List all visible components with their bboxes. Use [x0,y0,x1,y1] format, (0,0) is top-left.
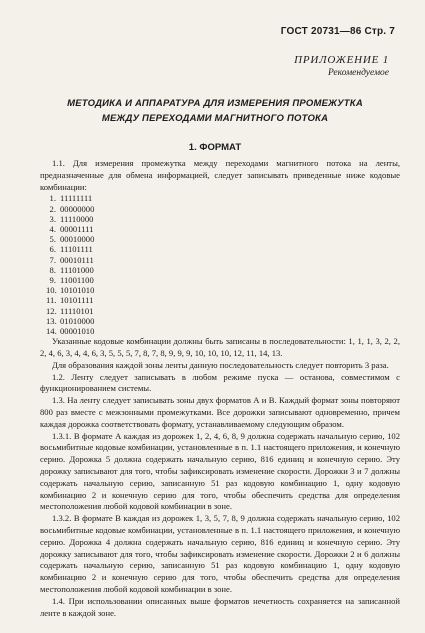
code-value: 00000000 [60,203,95,214]
paragraph-1-3-1: 1.3.1. В формате А каждая из дорожек 1, 2, 4, 6, 8, 9 должна содержать начальную серию, 102 восьмибитные кодовые комбинации, установленные в п. 1.1 настоящего приложения, и конечную серию. Дорожка 5 должна содержать начальную серию, 816 единиц и конечную серию. Эту дорожку записывают для того, чтобы зафиксировать изменение скорости. Дорожки 3 и 7 должны содержать начальную серию, записанную 51 раз кодовую комбинацию 1, одну кодовую комбинацию 2 и конечную серию для того, чтобы обеспечить средства для определения местоположения любой кодовой комбинации в зоне. [40,430,400,512]
code-number: 10. [46,285,57,296]
code-list-item [46,224,400,234]
code-value: 11101111 [60,244,93,255]
code-number: 8. [49,264,56,275]
code-list-item [46,234,400,244]
code-value: 11110101 [60,305,94,316]
paragraph-1-1: 1.1. Для измерения промежутка между переходами магнитного потока на ленты, предназначенные для обмена информацией, следует записывать приведенные ниже кодовые комбинации: [40,158,400,192]
title-line-2: МЕЖДУ ПЕРЕХОДАМИ МАГНИТНОГО ПОТОКА [101,113,329,124]
code-number: 12. [46,305,57,316]
code-number: 6. [49,244,56,255]
code-list-item [46,306,400,316]
code-value: 00001010 [60,326,95,337]
title-line-1: МЕТОДИКА И АППАРАТУРА ДЛЯ ИЗМЕРЕНИЯ ПРОМЕЖУТКА [67,98,363,109]
paragraph-1-2: 1.2. Ленту следует записывать в любом режиме пуска — останова, совместимом с функционированием системы. [40,371,400,394]
appendix-note: Рекомендуемое [327,68,389,78]
code-number: 1. [49,193,56,204]
document-title [40,96,390,126]
code-list-item [46,214,400,224]
code-number: 11. [46,295,57,306]
paragraph-1-3: 1.3. На ленту следует записывать зоны двух форматов А и В. Каждый формат зоны повторяют 800 раз вместе с межзонными промежутками. Все дорожки записывают одновременно, причем каждая дорожка соответствовать формату, устанавливаемому следующим образом. [40,395,400,429]
paragraph-1-3-2: 1.3.2. В формате В каждая из дорожек 1, 3, 5, 7, 8, 9 должна содержать начальную серию, 102 восьмибитные кодовые комбинации, установленные в п. 1.1 настоящего приложения, и конечную серию. Дорожка 4 должна содержать начальную серию, 816 единиц и конечную серию. Эту дорожку записывают для того, чтобы зафиксировать изменение скорости. Дорожки 2 и 6 должны содержать начальную серию, записанную 51 раз кодовую комбинацию 1, одну кодовую комбинацию 2 и конечную серию для того, чтобы обеспечить средства для определения местоположения любой кодовой комбинации в зоне. [40,513,400,594]
code-list-item [46,275,400,285]
code-number: 9. [49,275,56,286]
paragraph-repeat: Для образования каждой зоны ленты данную последовательность следует повторить 3 раза. [52,359,389,370]
code-value: 10101010 [60,285,95,296]
code-list-item [46,193,400,203]
code-list-item [46,244,400,254]
code-number: 14. [46,326,57,337]
code-list-item [46,326,400,336]
code-number: 2. [49,203,56,214]
code-value: 01010000 [60,315,95,326]
code-list-item [46,255,400,265]
body-text [40,158,400,619]
code-list-item [46,285,400,295]
paragraph-1-4: 1.4. При использовании описанных выше форматов нечетность сохраняется на записанной ленте в каждой зоне. [40,595,400,618]
code-number: 13. [46,315,57,326]
code-value: 11001100 [60,275,94,286]
code-list-item [46,265,400,275]
code-value: 00010000 [60,234,95,245]
code-list-item [46,204,400,214]
code-list-item [46,295,400,305]
code-number: 4. [49,224,56,234]
paragraph-sequence: Указанные кодовые комбинации должны быть записаны в последовательности: 1, 1, 1, 3, 2, 2, 2, 4, 6, 3, 4, 4, 6, 3, 5, 5, 5, 7, 8, 7, 8, 9, 9, 9, 10, 10, 10, 12, 11, 14, 13. [40,336,400,359]
section-heading: 1. ФОРМАТ [188,142,242,153]
code-list [46,193,400,336]
code-value: 11101000 [60,264,94,275]
appendix-label-block [294,54,389,80]
code-number: 7. [49,254,56,265]
code-value: 00001111 [60,224,94,234]
code-value: 10101111 [60,295,94,306]
appendix-label: ПРИЛОЖЕНИЕ 1 [294,54,389,66]
code-value: 11111111 [60,193,93,204]
code-list-item [46,316,400,326]
code-number: 3. [49,213,56,224]
code-value: 11110000 [60,213,94,224]
page-header: ГОСТ 20731—86 Стр. 7 [280,26,395,37]
code-value: 00010111 [60,254,94,265]
code-number: 5. [49,234,56,245]
